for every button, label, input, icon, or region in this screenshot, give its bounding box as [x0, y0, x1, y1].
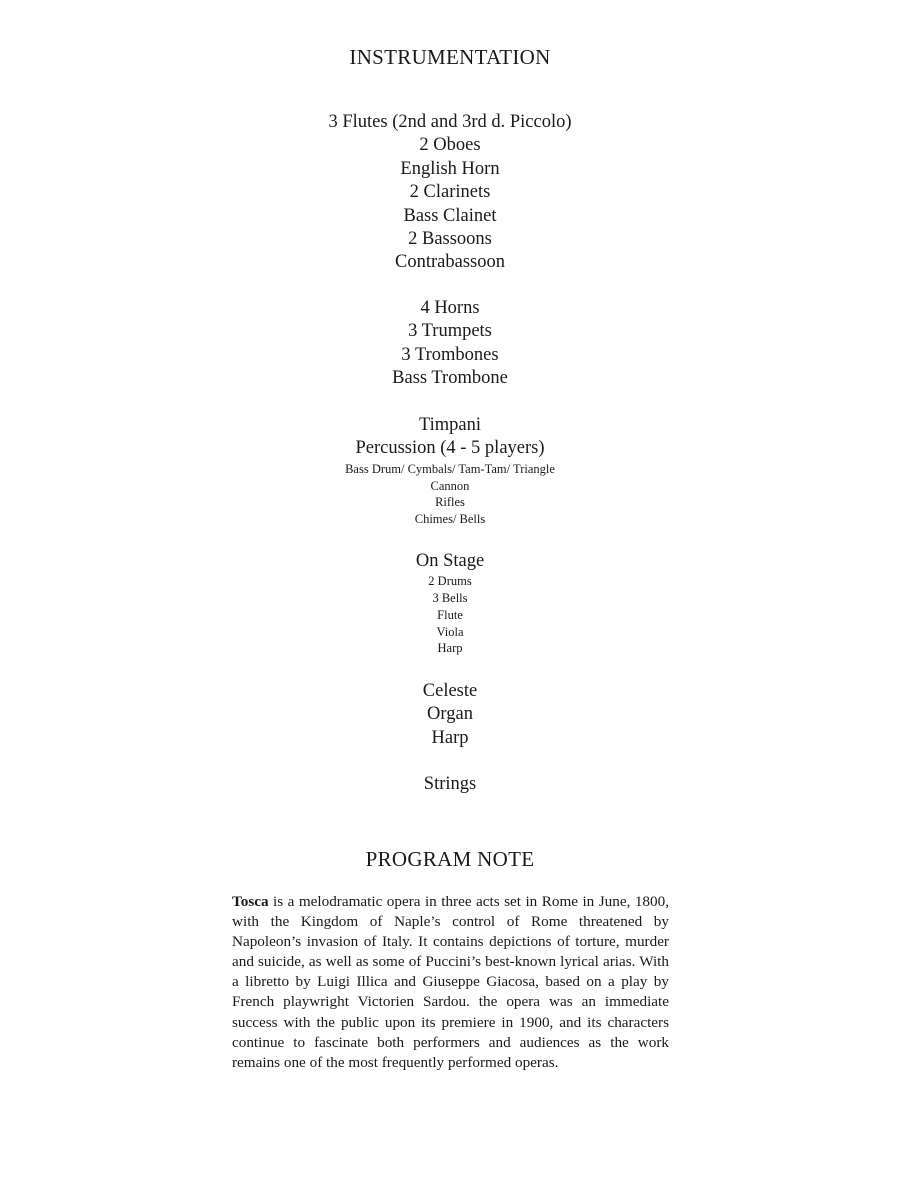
instrument-line: 2 Bassoons [408, 229, 492, 250]
on-stage-item: Flute [437, 607, 463, 622]
on-stage-section [0, 550, 900, 657]
percussion-section [0, 414, 900, 528]
instrument-line: Harp [431, 727, 469, 748]
on-stage-title: On Stage [415, 551, 485, 571]
percussion-item: Chimes/ Bells [414, 511, 486, 526]
percussion-item: Rifles [435, 495, 465, 510]
keyboards-section [0, 680, 900, 750]
instrument-line: 2 Oboes [419, 135, 481, 156]
strings-section [0, 773, 900, 796]
instrument-line: Bass Clainet [403, 205, 497, 226]
timpani-line: Timpani [418, 415, 482, 435]
instrument-line: Celeste [422, 681, 478, 701]
program-note-body: is a melodramatic opera in three acts set in Rome in June, 1800, with the Kingdom of Naple’s control of Rome threatened by Napoleon’s invasion of Italy. It contains depictions of torture, murder and suicide, as well as some of Puccini’s best-known lyrical arias. With a libretto by Luigi Illica and Giuseppe Giacosa, based on a play by French playwright Victorien Sardou. the opera was an immediate success with the public upon its premiere in 1900, and its characters continue to fascinate both performers and audiences as the work remains one of the most frequently performed operas. [232, 893, 669, 1071]
on-stage-item: Harp [437, 641, 463, 656]
program-note-heading: PROGRAM NOTE [365, 847, 535, 871]
instrument-line: Strings [423, 774, 477, 794]
instrument-line: English Horn [400, 158, 500, 179]
instrument-line: 4 Horns [420, 298, 480, 318]
brass-section [0, 297, 900, 391]
instrument-line: Contrabassoon [395, 252, 505, 273]
instrument-line: 3 Trumpets [408, 321, 492, 342]
on-stage-item: 2 Drums [428, 574, 472, 589]
instrument-line: 2 Clarinets [409, 182, 491, 203]
opera-title: Tosca [232, 893, 269, 910]
instrument-line: Bass Trombone [392, 368, 508, 389]
program-note-paragraph [232, 892, 669, 1073]
instrument-line: 3 Trombones [401, 344, 499, 365]
instrument-line: 3 Flutes (2nd and 3rd d. Piccolo) [328, 112, 572, 132]
instrument-line: Organ [427, 704, 473, 725]
percussion-item: Bass Drum/ Cymbals/ Tam-Tam/ Triangle [345, 461, 555, 476]
on-stage-item: 3 Bells [432, 591, 468, 606]
instrumentation-heading: INSTRUMENTATION [349, 45, 551, 69]
percussion-item: Cannon [430, 478, 470, 493]
on-stage-item: Viola [436, 624, 464, 639]
woodwinds-section [0, 111, 900, 275]
percussion-title: Percussion (4 - 5 players) [355, 438, 545, 459]
